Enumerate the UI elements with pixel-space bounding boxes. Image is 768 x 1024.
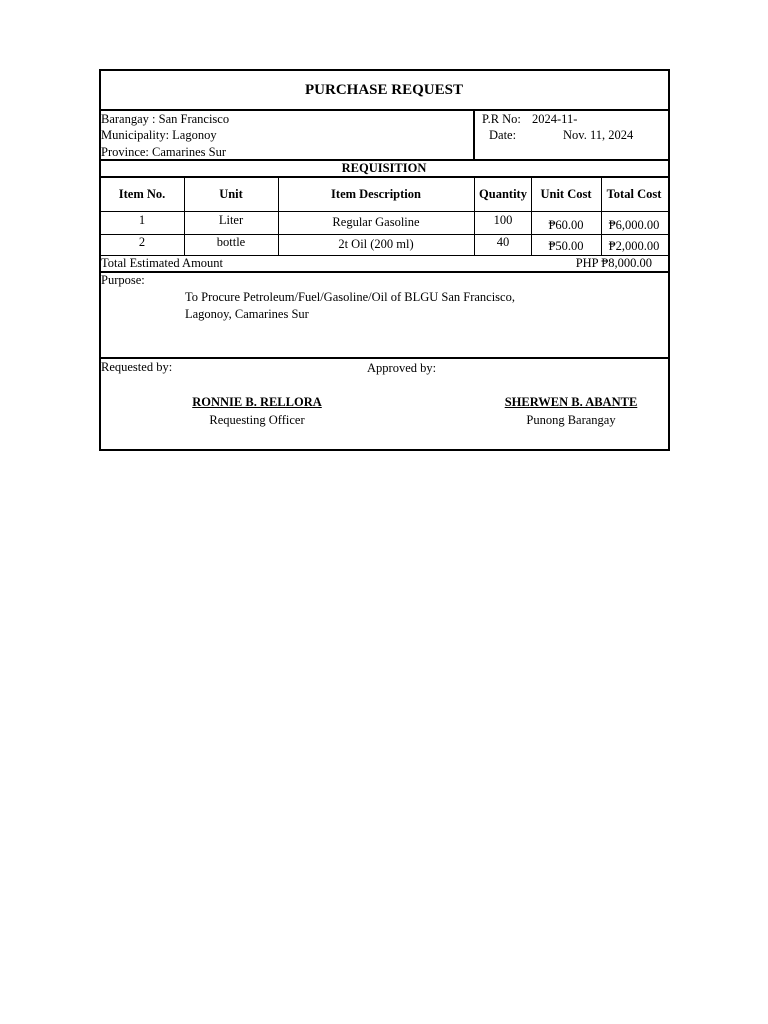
border-top	[99, 69, 670, 71]
divider	[184, 177, 185, 255]
requested-by-label: Requested by:	[101, 360, 173, 374]
province: Province: Camarines Sur	[101, 145, 226, 159]
date-value: Nov. 11, 2024	[563, 128, 634, 142]
row2-total-cost: ₱2,000.00	[608, 239, 660, 253]
border-right	[668, 69, 670, 451]
approved-by-label: Approved by:	[367, 361, 437, 375]
border-bottom	[99, 449, 670, 451]
col-item-no: Item No.	[118, 187, 166, 201]
purpose-label: Purpose:	[101, 273, 145, 287]
divider	[601, 177, 602, 255]
requester-name: RONNIE B. RELLORA	[192, 395, 322, 409]
col-unit: Unit	[219, 187, 243, 201]
row1-unit-cost: ₱60.00	[548, 218, 584, 232]
row1-description: Regular Gasoline	[332, 215, 420, 229]
municipality: Municipality: Lagonoy	[101, 128, 217, 142]
purpose-line-2: Lagonoy, Camarines Sur	[185, 307, 309, 321]
section-heading: REQUISITION	[341, 161, 427, 175]
pr-no-label: P.R No:	[482, 112, 521, 126]
date-label: Date:	[489, 128, 517, 142]
col-description: Item Description	[331, 187, 421, 201]
divider	[473, 110, 475, 160]
row1-total-cost: ₱6,000.00	[608, 218, 660, 232]
barangay: Barangay : San Francisco	[101, 112, 230, 126]
approver-title: Punong Barangay	[526, 413, 616, 427]
row1-unit: Liter	[218, 213, 244, 227]
row2-quantity: 40	[496, 235, 510, 249]
divider	[531, 177, 532, 255]
pr-no-value: 2024-11-	[532, 112, 578, 126]
row1-item-no: 1	[138, 213, 146, 227]
row1-quantity: 100	[493, 213, 513, 227]
col-quantity: Quantity	[479, 187, 527, 201]
divider	[99, 271, 670, 273]
divider	[278, 177, 279, 255]
total-label: Total Estimated Amount	[101, 256, 224, 270]
form-title: PURCHASE REQUEST	[305, 82, 463, 98]
row2-unit: bottle	[216, 235, 246, 249]
row2-description: 2t Oil (200 ml)	[338, 237, 414, 251]
col-unit-cost: Unit Cost	[540, 187, 592, 201]
purpose-line-1: To Procure Petroleum/Fuel/Gasoline/Oil of BLGU San Francisco,	[185, 290, 515, 304]
divider	[99, 109, 670, 111]
row2-item-no: 2	[138, 235, 146, 249]
approver-name: SHERWEN B. ABANTE	[504, 395, 638, 409]
divider	[474, 177, 475, 255]
col-total-cost: Total Cost	[606, 187, 662, 201]
requester-title: Requesting Officer	[209, 413, 305, 427]
total-value: PHP ₱8,000.00	[575, 256, 652, 270]
divider	[99, 357, 670, 359]
row2-unit-cost: ₱50.00	[548, 239, 584, 253]
